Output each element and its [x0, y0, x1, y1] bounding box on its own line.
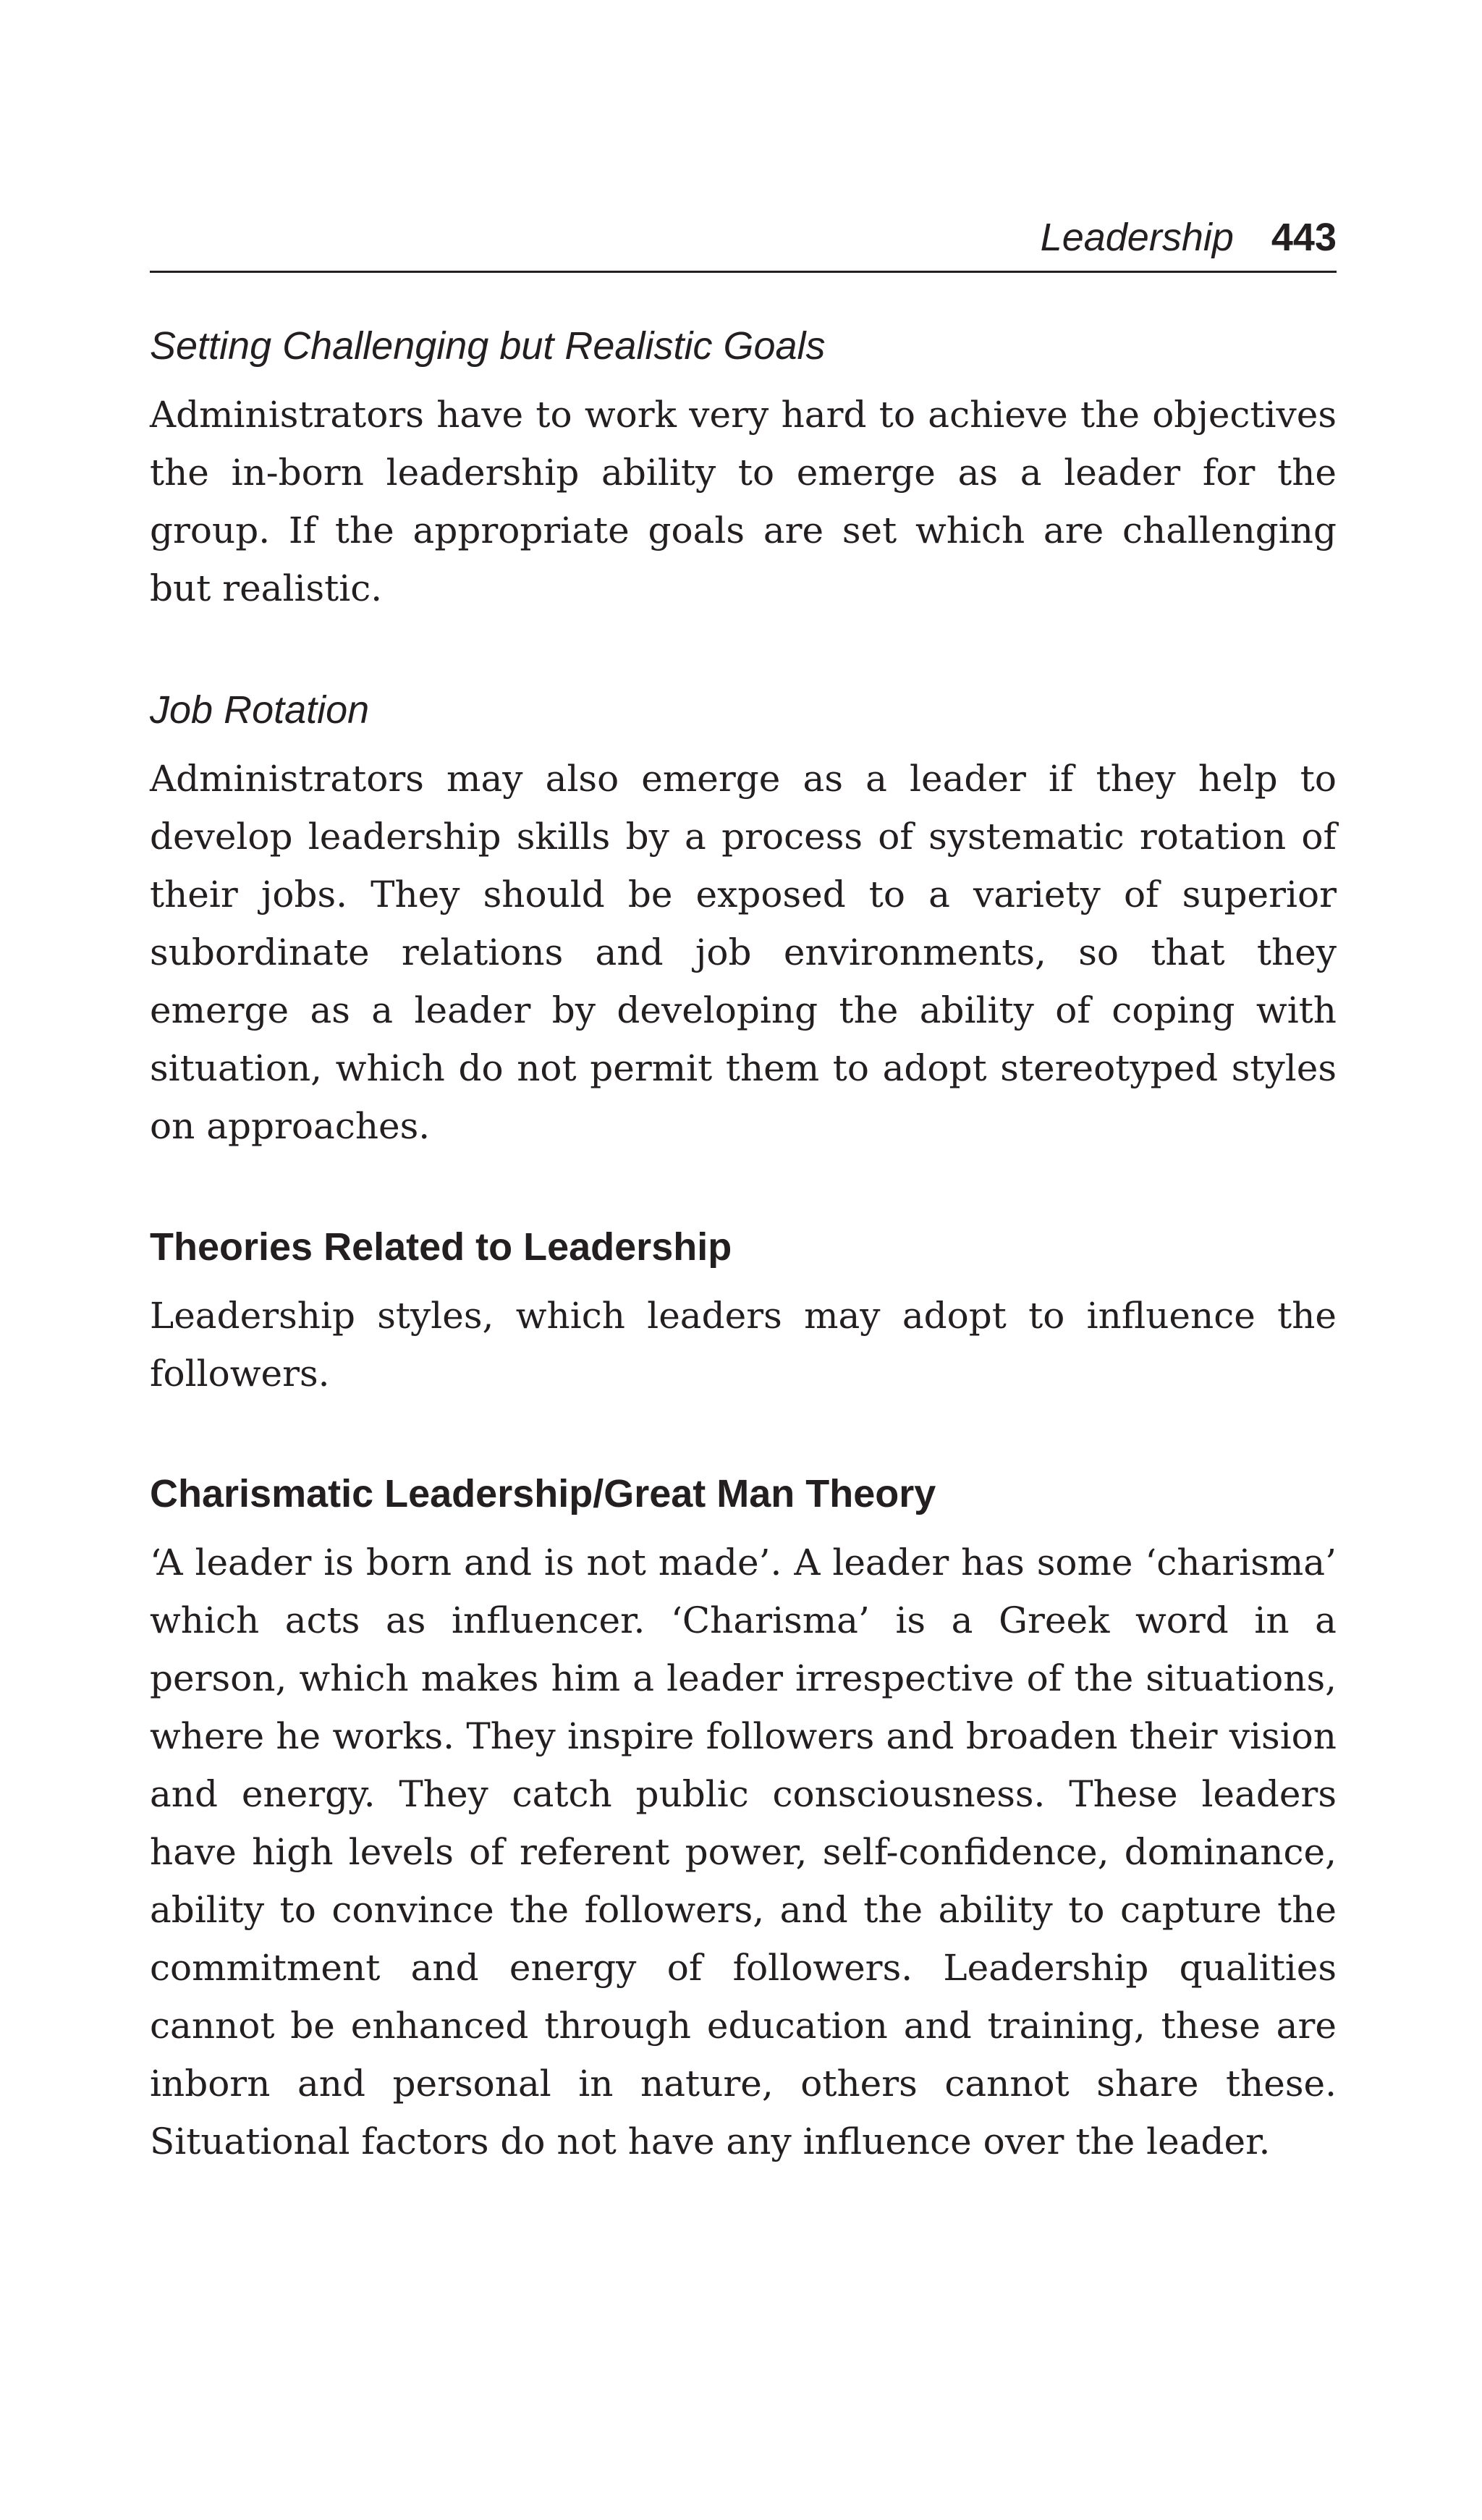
section-heading: Charismatic Leadership/Great Man Theory [150, 1472, 936, 1515]
section-charismatic [150, 1465, 1337, 2170]
section-body: ‘A leader is born and is not made’. A leader has some ‘charisma’ which acts as influencer. ‘Charisma’ is a Greek word in a person, which makes him a leader irrespective of the situations, where he works. They inspire followers and broaden their vision and energy. They catch public consciousness. These leaders have high levels of referent power, self-confidence, dominance, ability to convince the followers, and the ability to capture the commitment and energy of followers. Leadership qualities cannot be enhanced through education and training, these are inborn and personal in nature, others cannot share these. Situational factors do not have any influence over the leader. [150, 1542, 1337, 2162]
section-heading: Theories Related to Leadership [150, 1225, 732, 1269]
page-number: 443 [1271, 216, 1337, 259]
section-body: Administrators may also emerge as a leader if they help to develop leadership skills by a process of systematic rotation of their jobs. They should be exposed to a variety of superior subordinate relations and job environments, so that they emerge as a leader by developing the ability of coping with situation, which do not permit them to adopt stereotyped styles on approaches. [150, 758, 1337, 1147]
running-header-title: Leadership [1040, 216, 1234, 259]
section-theories [150, 1218, 1337, 1403]
section-setting-goals [150, 317, 1337, 617]
section-job-rotation [150, 681, 1337, 1155]
section-heading: Job Rotation [150, 688, 370, 732]
section-heading: Setting Challenging but Realistic Goals [150, 324, 826, 368]
running-header [150, 214, 1337, 261]
section-body: Administrators have to work very hard to achieve the objectives the in-born leadership ability to emerge as a leader for the group. If the appropriate goals are set which are challenging but realistic. [150, 394, 1337, 609]
header-rule [150, 271, 1337, 273]
section-body: Leadership styles, which leaders may adopt to influence the followers. [150, 1295, 1337, 1395]
